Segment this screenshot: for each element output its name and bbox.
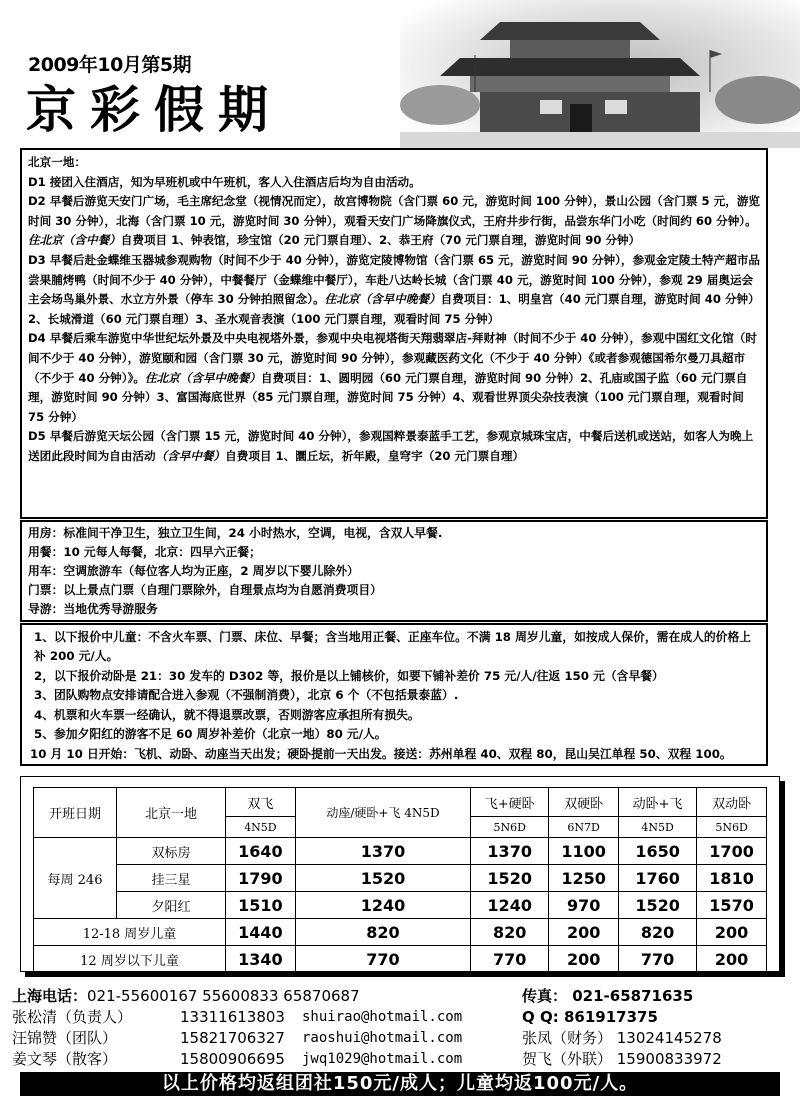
service-vehicle: 用车：空调旅游车（每位客人均为正座，2 周岁以下婴儿除外）	[28, 564, 359, 578]
col-days: 4N5D	[226, 817, 296, 838]
day4	[28, 329, 760, 427]
day5-options: 自费项目 1、圜丘坛，祈年殿，皇穹宇（20 元门票自理）	[225, 448, 525, 463]
price-cell: 200	[549, 946, 619, 973]
tiananmen-image	[400, 0, 800, 148]
table-row	[34, 892, 767, 919]
price-cell: 770	[295, 946, 470, 973]
col-days: 4N5D	[619, 817, 697, 838]
contact-finance: 张凤（财务） 13024145278	[522, 1029, 722, 1047]
contact-email: shuirao@hotmail.com	[302, 1009, 463, 1025]
price-cell: 1790	[226, 865, 296, 892]
price-cell: 970	[549, 892, 619, 919]
col-header: 双硬卧	[549, 788, 619, 817]
price-cell: 1640	[226, 838, 296, 865]
note-1: 1、以下报价中儿童：不含火车票、门票、床位、早餐；含当地用正餐、正座车位。不满 18 周岁儿童，如按成人保价，需在成人的价格上补 200 元/人。	[34, 630, 752, 664]
col-header: 双动卧	[697, 788, 767, 817]
note-3: 3、团队购物点安排请配合进入参观（不强制消费），北京 6 个（不包括景泰蓝）.	[34, 688, 459, 703]
price-cell: 1240	[295, 892, 470, 919]
note-4: 4、机票和火车票一经确认，就不得退票改票，否则游客应承担所有损失。	[34, 707, 420, 722]
col-header: 动卧+飞	[619, 788, 697, 817]
day4-stay: 住北京（含早中晚餐）	[144, 370, 261, 385]
col-dest-header: 北京一地	[117, 788, 226, 838]
contact-name: 姜文琴（散客）	[12, 1050, 118, 1068]
row-label: 夕阳红	[117, 892, 226, 919]
price-cell: 1510	[226, 892, 296, 919]
notes-section	[20, 623, 768, 766]
day2-stay: 住北京（含中餐）	[28, 233, 121, 248]
contact-email: jwq1029@hotmail.com	[302, 1051, 463, 1067]
day5-stay: （含早中餐）	[155, 448, 226, 463]
table-row	[34, 865, 767, 892]
phone-numbers: 021-55600167 55600833 65870687	[87, 987, 360, 1005]
itinerary-title: 北京一地：	[28, 155, 86, 169]
service-guide: 导游：当地优秀导游服务	[28, 602, 158, 616]
note-6: 10 月 10 日开始：飞机、动卧、动座当天出发；硬卧提前一天出发。接送：苏州单程 40、双程 80，昆山吴江单程 50、双程 100。	[30, 747, 732, 762]
col-days: 6N7D	[549, 817, 619, 838]
note-5: 5、参加夕阳红的游客不足 60 周岁补差价（北京一地）80 元/人。	[34, 727, 387, 742]
phone-label: 上海电话：	[12, 987, 88, 1005]
price-cell: 1520	[295, 865, 470, 892]
col-date-header: 开班日期	[34, 788, 117, 838]
day3-stay: 住北京（含早中晚餐）	[324, 292, 441, 307]
price-cell: 1700	[697, 838, 767, 865]
day2-text: D2 早餐后游览天安门广场，毛主席纪念堂（视情况而定），故宫博物院（含门票 60 元，游览时间 100 分钟），景山公园（含门票 5 元，游览时间 30 分钟），北海（含门票 10 元，游览时间 30 分钟），观看天安门广场降旗仪式，王府井步行街，品尝东华门小吃（时间约 60 分钟）。	[28, 194, 761, 228]
price-cell: 1810	[697, 865, 767, 892]
service-tickets: 门票：以上景点门票（自理门票除外，自理景点均为自愿消费项目）	[28, 583, 382, 597]
table-row	[34, 919, 767, 946]
price-cell: 1650	[619, 838, 697, 865]
brand-title: 京彩假期	[26, 80, 282, 139]
day5	[28, 427, 760, 466]
row-label: 12-18 周岁儿童	[34, 919, 226, 946]
row-label: 挂三星	[117, 865, 226, 892]
row-label: 12 周岁以下儿童	[34, 946, 226, 973]
price-cell: 1520	[619, 892, 697, 919]
schedule-cell: 每周 246	[34, 838, 117, 919]
price-cell: 820	[619, 919, 697, 946]
contact-phone: 15800906695	[180, 1050, 285, 1068]
contact-phone: 13311613803	[180, 1008, 285, 1026]
contact-phone: 15821706327	[180, 1029, 285, 1047]
price-cell: 1760	[619, 865, 697, 892]
header	[0, 0, 800, 148]
table-row	[34, 838, 767, 865]
contact-email: raoshui@hotmail.com	[302, 1030, 463, 1046]
contact-name: 汪锦赞（团队）	[12, 1029, 118, 1047]
day2	[28, 192, 760, 251]
day4-text: D4 早餐后乘车游览中华世纪坛外景及中央电视塔外景，参观中央电视塔街天翔翡翠店-拜财神（时间不少于 40 分钟），参观中国红文化馆（时间不少于 40 分钟），游览颐和园（含门票 30 元，游览时间 90 分钟），参观藏医药文化（不少于 40 分钟）《或者参观德国希尔曼刀具超市（不少于 40 分钟）》。	[28, 331, 757, 385]
day3-options: 自费项目：1、明皇宫（40 元门票自理，游览时间 40 分钟）2、长城滑道（60 元门票自理）3、圣水观音表演（100 元门票自理，观看时间 75 分钟）	[28, 292, 760, 326]
price-cell: 1240	[471, 892, 549, 919]
fax: 传真： 021-65871635	[522, 987, 694, 1005]
row-label: 双标房	[117, 838, 226, 865]
day3-text: D3 早餐后赴金蝶维玉器城参观购物（时间不少于 40 分钟），游览定陵博物馆（含门票 65 元，游览时间 90 分钟），参观金定陵土特产超市品尝果脯烤鸭（时间不少于 40 分钟），中餐餐厅（金蝶维中餐厅），车赴八达岭长城（含门票 40 元，游览时间 100 分钟），参观 29 届奥运会主会场鸟巢外景、水立方外景（停车 30 分钟拍照留念）。	[28, 252, 761, 307]
price-cell: 1570	[697, 892, 767, 919]
contact-name: 张松清（负责人）	[12, 1008, 133, 1026]
price-cell: 1520	[471, 865, 549, 892]
services-section	[20, 520, 768, 622]
price-cell: 770	[471, 946, 549, 973]
day3	[28, 251, 760, 329]
price-table	[33, 787, 767, 973]
col-header: 飞+硬卧	[471, 788, 549, 817]
footer-banner: 以上价格均返组团社150元/成人；儿童均返100元/人。	[20, 1072, 780, 1096]
price-cell: 1370	[295, 838, 470, 865]
price-cell: 820	[471, 919, 549, 946]
day4-options: 自费项目：1、圆明园（60 元门票自理，游览时间 90 分钟）2、孔庙或国子监（60 元门票自理，游览时间 90 分钟）3、富国海底世界（85 元门票自理，游览时间 75 分钟）4、观看世界顶尖杂技表演（100 元门票自理，观看时间 75 分钟）	[28, 370, 748, 424]
price-table-frame	[20, 776, 780, 972]
price-cell: 770	[619, 946, 697, 973]
price-cell: 200	[697, 946, 767, 973]
price-cell: 200	[697, 919, 767, 946]
contact-row	[12, 986, 360, 1007]
service-meals: 用餐：10 元每人每餐，北京：四早六正餐；	[28, 545, 261, 559]
day1: D1 接团入住酒店，知为早班机或中午班机，客人入住酒店后均为自由活动。	[28, 174, 421, 189]
price-cell: 1340	[226, 946, 296, 973]
price-cell: 1250	[549, 865, 619, 892]
price-cell: 820	[295, 919, 470, 946]
qq: Q Q: 861917375	[522, 1008, 658, 1026]
col-days: 5N6D	[471, 817, 549, 838]
table-row	[34, 946, 767, 973]
itinerary-section	[20, 148, 768, 519]
day5-text: D5 早餐后游览天坛公园（含门票 15 元，游览时间 40 分钟），参观国粹景泰蓝手工艺，参观京城珠宝店，中餐后送机或送站，如客人为晚上送团此段时间为自由活动	[28, 429, 754, 463]
price-cell: 200	[549, 919, 619, 946]
col-header: 动座/硬卧+飞 4N5D	[295, 788, 470, 838]
contacts-section	[12, 986, 788, 1070]
col-header: 双飞	[226, 788, 296, 817]
price-cell: 1440	[226, 919, 296, 946]
col-days: 5N6D	[697, 817, 767, 838]
issue-label: 2009年10月第5期	[28, 54, 192, 76]
service-lodging: 用房：标准间干净卫生，独立卫生间，24 小时热水，空调，电视，含双人早餐.	[28, 526, 443, 540]
contact-liaison: 贺飞（外联） 15900833972	[522, 1050, 722, 1068]
price-cell: 1100	[549, 838, 619, 865]
day2-options: 自费项目 1、钟表馆，珍宝馆（20 元门票自理）、2、恭王府（70 元门票自理，游览时间 90 分钟）	[120, 233, 641, 248]
price-cell: 1370	[471, 838, 549, 865]
note-2: 2，以下报价动卧是 21：30 发车的 D302 等，报价是以上铺核价，如要下铺补差价 75 元/人/往返 150 元（含早餐）	[34, 668, 664, 683]
